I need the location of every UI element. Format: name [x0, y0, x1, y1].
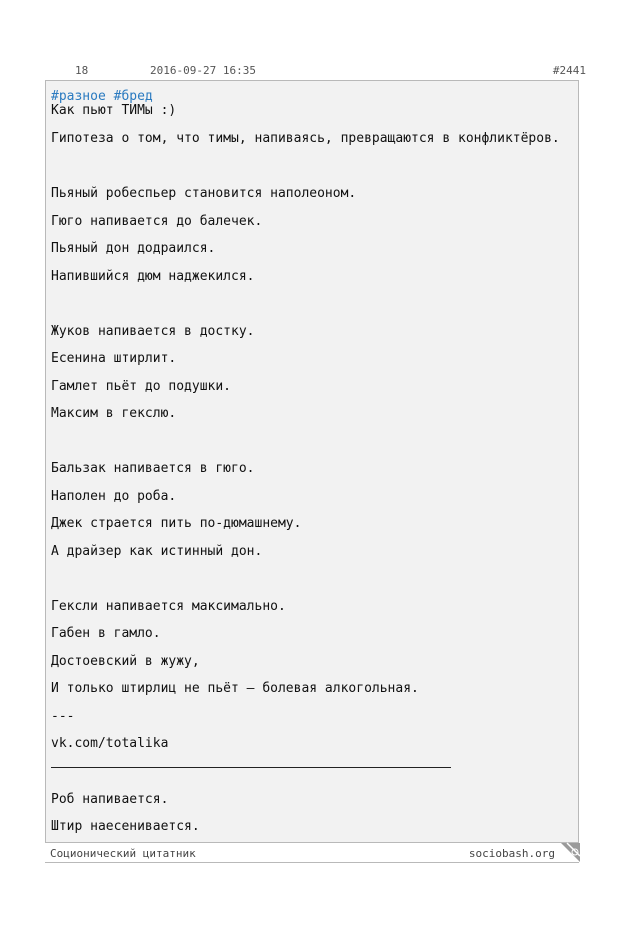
vote-count: 18: [75, 64, 89, 77]
quote-line: Достоевский в жужу,: [51, 654, 200, 669]
site-domain-link[interactable]: sociobash.org: [468, 847, 555, 860]
quote-line: Штир наесенивается.: [51, 819, 200, 834]
quote-line: Роб напивается.: [51, 792, 169, 807]
quote-date: 2016-09-27 16:35: [150, 64, 256, 77]
quote-line: И только штирлиц не пьёт – болевая алкогольная.: [51, 681, 419, 696]
tag-list: [51, 89, 153, 104]
quote-line: Бальзак напивается в гюго.: [51, 461, 255, 476]
site-title: Соционический цитатник: [50, 847, 196, 860]
quote-box: [45, 80, 579, 843]
quote-line: Как пьют ТИМы :): [51, 103, 177, 118]
tag-link[interactable]: #бред: [113, 89, 153, 104]
quote-line[interactable]: vk.com/totalika: [51, 736, 169, 751]
quote-line: Габен в гамло.: [51, 626, 161, 641]
quote-line: А драйзер как истинный дон.: [51, 544, 263, 559]
quote-line: Гипотеза о том, что тимы, напиваясь, превращаются в конфликтёров.: [51, 131, 560, 146]
footer: [45, 843, 579, 863]
quote-line: Пьяный дон додраился.: [51, 241, 216, 256]
quote-line: Есенина штирлит.: [51, 351, 177, 366]
quote-line: Жуков напивается в достку.: [51, 324, 255, 339]
quote-line: Напившийся дюм наджекился.: [51, 269, 255, 284]
quote-line: Пьяный робеспьер становится наполеоном.: [51, 186, 357, 201]
quote-line: Гамлет пьёт до подушки.: [51, 379, 232, 394]
quote-line: Максим в гекслю.: [51, 406, 177, 421]
quote-line: Гюго напивается до балечек.: [51, 214, 263, 229]
quote-line: Джек страется пить по-дюмашнему.: [51, 516, 302, 531]
quote-line: Гексли напивается максимально.: [51, 599, 286, 614]
quote-line: ---: [51, 709, 75, 724]
corner-fold-icon: [561, 842, 581, 862]
divider-line: [51, 767, 451, 768]
tag-link[interactable]: #разное: [51, 89, 106, 104]
quote-id-link[interactable]: #2441: [552, 64, 586, 77]
quote-line: Наполен до роба.: [51, 489, 177, 504]
